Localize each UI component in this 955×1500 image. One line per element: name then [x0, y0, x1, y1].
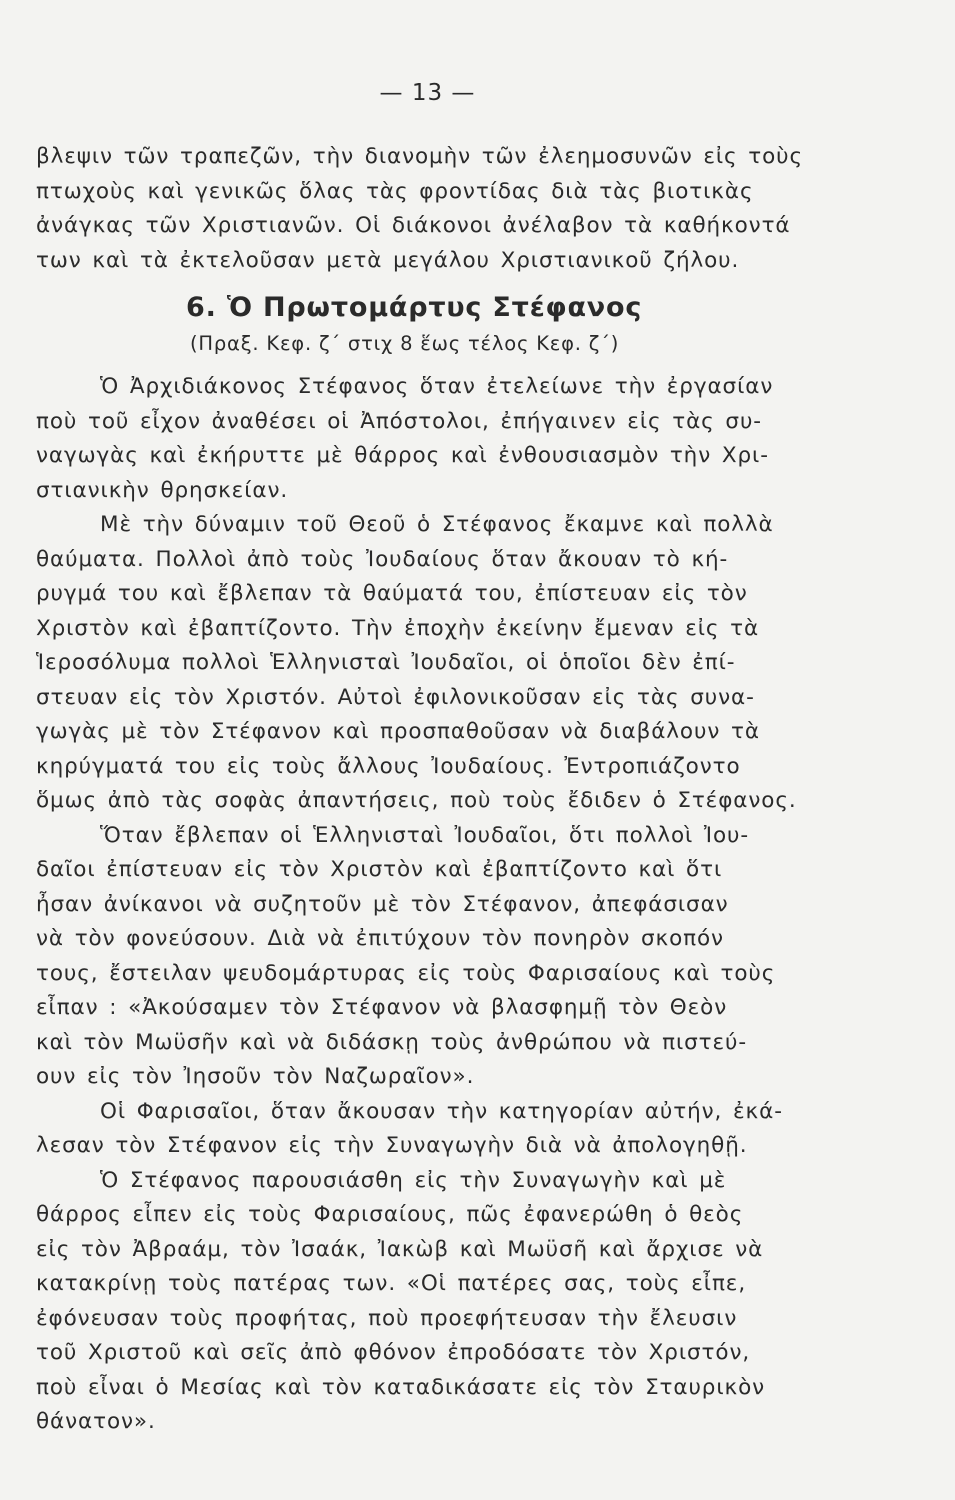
text-line: στιανικὴν θρησκείαν. — [36, 477, 289, 503]
intro-paragraph — [36, 140, 856, 278]
text-line: εἰς τὸν Ἀβραάμ, τὸν Ἰσαάκ, Ἰακὼβ καὶ Μωϋσῆ καὶ ἄρχισε νὰ — [36, 1236, 764, 1262]
scripture-reference: (Πραξ. Κεφ. ζ΄ στιχ 8 ἕως τέλος Κεφ. ζ΄) — [190, 332, 620, 355]
text-line: βλεψιν τῶν τραπεζῶν, τὴν διανομὴν τῶν ἐλεημοσυνῶν εἰς τοὺς — [36, 144, 804, 169]
section-body — [36, 370, 856, 1440]
text-line: Μὲ τὴν δύναμιν τοῦ Θεοῦ ὁ Στέφανος ἔκαμνε καὶ πολλὰ — [100, 512, 774, 537]
text-line: ὅμως ἀπὸ τὰς σοφὰς ἀπαντήσεις, ποὺ τοὺς ἔδιδεν ὁ Στέφανος. — [36, 788, 797, 813]
text-line: εἶπαν : «Ἀκούσαμεν τὸν Στέφανον νὰ βλασφημῇ τὸν Θεὸν — [36, 995, 728, 1020]
text-line: καὶ τὸν Μωϋσῆν καὶ νὰ διδάσκῃ τοὺς ἀνθρώπου νὰ πιστεύ- — [36, 1029, 748, 1055]
page-number: — 13 — — [379, 80, 476, 106]
text-line: ἀνάγκας τῶν Χριστιανῶν. Οἱ διάκονοι ἀνέλαβον τὰ καθήκοντά — [36, 213, 791, 238]
text-line: τους, ἔστειλαν ψευδομάρτυρας εἰς τοὺς Φαρισαίους καὶ τοὺς — [36, 960, 776, 986]
text-line: ρυγμά του καὶ ἔβλεπαν τὰ θαύματά του, ἐπίστευαν εἰς τὸν — [36, 581, 748, 606]
text-line: κατακρίνῃ τοὺς πατέρας των. «Οἱ πατέρες σας, τοὺς εἶπε, — [36, 1271, 747, 1296]
text-line: νὰ τὸν φονεύσουν. Διὰ νὰ ἐπιτύχουν τὸν πονηρὸν σκοπόν — [36, 926, 724, 951]
text-line: κηρύγματά του εἰς τοὺς ἄλλους Ἰουδαίους. Ἐντροπιάζοντο — [36, 753, 741, 779]
text-line: Ὁ Στέφανος παρουσιάσθη εἰς τὴν Συναγωγὴν καὶ μὲ — [100, 1167, 727, 1193]
section-heading: 6. Ὁ Πρωτομάρτυς Στέφανος — [186, 292, 643, 323]
text-line: ἐφόνευσαν τοὺς προφήτας, ποὺ προεφήτευσαν τὴν ἔλευσιν — [36, 1305, 738, 1331]
text-line: ουν εἰς τὸν Ἰησοῦν τὸν Ναζωραῖον». — [36, 1064, 475, 1089]
text-line: πτωχοὺς καὶ γενικῶς ὅλας τὰς φροντίδας διὰ τὰς βιοτικὰς — [36, 178, 754, 204]
text-line: λεσαν τὸν Στέφανον εἰς τὴν Συναγωγὴν διὰ νὰ ἀπολογηθῇ. — [36, 1133, 748, 1158]
text-line: Ὅταν ἔβλεπαν οἱ Ἑλληνισταὶ Ἰουδαῖοι, ὅτι πολλοὶ Ἰου- — [100, 822, 750, 848]
text-line: θάρρος εἶπεν εἰς τοὺς Φαρισαίους, πῶς ἐφανερώθη ὁ θεὸς — [36, 1202, 744, 1227]
text-line: των καὶ τὰ ἐκτελοῦσαν μετὰ μεγάλου Χριστιανικοῦ ζήλου. — [36, 247, 740, 273]
text-line: ναγωγὰς καὶ ἐκήρυττε μὲ θάρρος καὶ ἐνθουσιασμὸν τὴν Χρι- — [36, 443, 769, 468]
text-line: Οἱ Φαρισαῖοι, ὅταν ἄκουσαν τὴν κατηγορίαν αὐτήν, ἐκά- — [100, 1098, 783, 1124]
text-line: Ὁ Ἀρχιδιάκονος Στέφανος ὅταν ἐτελείωνε τὴν ἐργασίαν — [100, 374, 774, 399]
text-line: στευαν εἰς τὸν Χριστόν. Αὐτοὶ ἐφιλονικοῦσαν εἰς τὰς συνα- — [36, 684, 755, 710]
text-line: Ἱεροσόλυμα πολλοὶ Ἑλληνισταὶ Ἰουδαῖοι, οἱ ὁποῖοι δὲν ἐπί- — [36, 650, 736, 675]
text-line: Χριστὸν καὶ ἐβαπτίζοντο. Τὴν ἐποχὴν ἐκείνην ἔμεναν εἰς τὰ — [36, 615, 760, 641]
text-line: ἦσαν ἀνίκανοι νὰ συζητοῦν μὲ τὸν Στέφανον, ἀπεφάσισαν — [36, 891, 729, 917]
text-line: ποὺ τοῦ εἶχον ἀναθέσει οἱ Ἀπόστολοι, ἐπήγαινεν εἰς τὰς συ- — [36, 408, 762, 434]
text-line: δαῖοι ἐπίστευαν εἰς τὸν Χριστὸν καὶ ἐβαπτίζοντο καὶ ὅτι — [36, 857, 723, 882]
text-line: γωγὰς μὲ τὸν Στέφανον καὶ προσπαθοῦσαν νὰ διαβάλουν τὰ — [36, 719, 760, 744]
text-line: τοῦ Χριστοῦ καὶ σεῖς ἀπὸ φθόνον ἐπροδόσατε τὸν Χριστόν, — [36, 1340, 751, 1365]
text-line: θαύματα. Πολλοὶ ἀπὸ τοὺς Ἰουδαίους ὅταν ἄκουαν τὸ κή- — [36, 546, 729, 572]
text-line: ποὺ εἶναι ὁ Μεσίας καὶ τὸν καταδικάσατε εἰς τὸν Σταυρικὸν — [36, 1374, 766, 1400]
text-line: θάνατον». — [36, 1409, 156, 1434]
